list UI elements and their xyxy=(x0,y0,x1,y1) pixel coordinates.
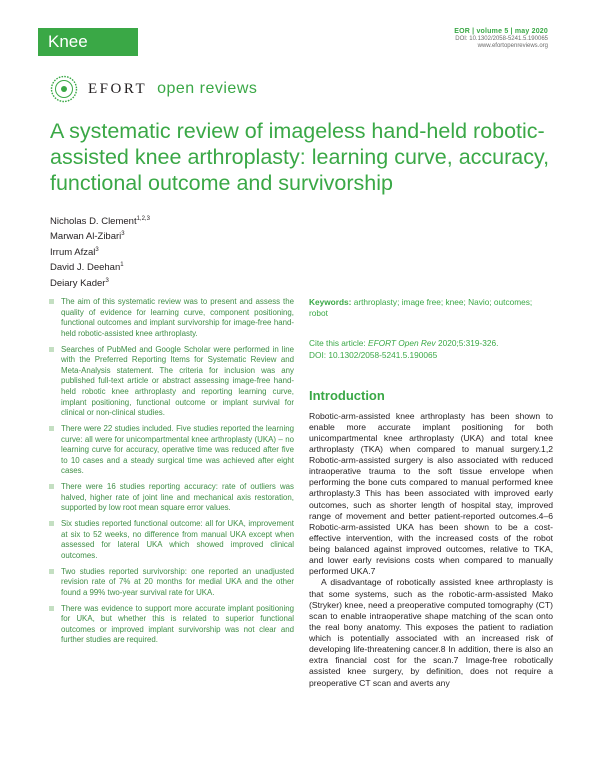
summary-bullet-list xyxy=(48,297,294,651)
logo-efort-text: EFORT xyxy=(88,80,148,97)
journal-meta xyxy=(454,28,548,49)
bullet-square-icon xyxy=(49,569,54,574)
bullet-square-icon xyxy=(49,347,54,352)
summary-bullet: There was evidence to support more accurate implant positioning for UKA, but whether this is related to superior functional outcomes or improved implant survivorship was not clear and further studies are required. xyxy=(48,604,294,646)
cite-doi[interactable]: DOI: 10.1302/2058-5241.5.190065 xyxy=(309,349,438,360)
keywords-label: Keywords: xyxy=(309,297,352,307)
bullet-square-icon xyxy=(49,299,54,304)
doi-line: DOI: 10.1302/2058-5241.5.190065 xyxy=(455,36,548,42)
logo-open-reviews-text: open reviews xyxy=(157,80,258,97)
summary-bullet: Searches of PubMed and Google Scholar were performed in line with the Preferred Reporting Items for Systematic Review and Meta-Analysis statement. The criteria for inclusion was any published full-text article or abstract assessing image-free hand-held robotic knee arthroplasty and reporting learning curve, implant positioning, functional outcome or implant survival for clinical or non-clinical studies. xyxy=(48,345,294,419)
author: Irrum Afzal$^3$ xyxy=(50,246,99,259)
author-list xyxy=(50,213,150,290)
efort-seal-icon xyxy=(50,75,78,103)
author: Marwan Al-Zibari$^3$ xyxy=(50,231,125,243)
summary-bullet: There were 16 studies reporting accuracy: rate of outliers was halved, higher rate of joint line and mechanical axis restoration, supported by low root mean square error values. xyxy=(48,482,294,514)
cite-journal: EFORT Open Rev xyxy=(368,337,436,348)
summary-bullet: Two studies reported survivorship: one reported an unadjusted revision rate of 7% at 20 months for medial UKA and the other found a 99% two-year survival rate for UKA. xyxy=(48,567,294,599)
summary-bullet: Six studies reported functional outcome: all for UKA, improvement at six to 52 weeks, no difference from manual UKA except when assessed for lateral UKA which showed improved clinical outcomes. xyxy=(48,519,294,561)
introduction-heading: Introduction xyxy=(309,387,385,403)
keywords xyxy=(309,297,553,319)
right-column xyxy=(309,297,553,689)
bullet-square-icon xyxy=(49,521,54,526)
bullet-square-icon xyxy=(49,484,54,489)
journal-volume-line: EOR | volume 5 | may 2020 xyxy=(454,28,548,35)
article-title: A systematic review of imageless hand-held robotic-assisted knee arthroplasty: learning curve, accuracy, functional outcome and survivorship xyxy=(50,119,550,195)
bullet-square-icon xyxy=(49,426,54,431)
author: David J. Deehan$^1$ xyxy=(50,262,124,274)
author: Nicholas D. Clement$^{1,2,3}$ xyxy=(50,216,150,228)
keywords-text: arthroplasty; image free; knee; Navio; outcomes; robot xyxy=(309,297,533,318)
cite-prefix: Cite this article: xyxy=(309,337,366,348)
bullet-square-icon xyxy=(49,606,54,611)
cite-details: 2020;5:319-326. xyxy=(437,337,499,348)
intro-paragraph: A disadvantage of robotically assisted knee arthroplasty is that some systems, such as the robotic-arm-assisted Mako (Stryker) knee, need a preoperative computed tomography (CT) scan to enable intraoperative shape matching of the scan onto the real bony anatomy. This exposes the patient to radiation which is potentially associated with an increased risk of developing life-threatening cancer.8 In addition, there is also an extra financial cost for the scan.7 Image-free robotically assisted knee surgery, by definition, does not require a preoperative CT scan and averts any xyxy=(309,577,553,688)
journal-logo xyxy=(50,74,257,104)
author: Deiary Kader$^3$ xyxy=(50,277,109,289)
section-tab: Knee xyxy=(38,28,138,56)
intro-paragraph: Robotic-arm-assisted knee arthroplasty has been shown to enable more accurate implant positioning for both unicompartmental knee arthroplasty (UKA) and total knee arthroplasty (TKA) when compared to manual surgery.1,2 Robotic-arm-assisted surgery is also associated with reduced intraoperative trauma to the soft tissue envelope when performing the bone cuts compared to manual performed knee arthroplasty.3 This has been associated with improved early outcomes, such as shorter length of hospital stay, improved range of movement and better patient-reported outcomes.4–6 Robotic-arm-assisted UKA has been shown to be a cost-effective intervention, with the increased costs of the robot being balanced against improved outcomes, relative to TKA, and lower early revisions costs when compared to manually performed UKA.7 xyxy=(309,410,553,577)
website-link[interactable]: www.efortopenreviews.org xyxy=(477,43,548,49)
summary-bullet: The aim of this systematic review was to present and assess the quality of evidence for learning curve, component positioning, functional outcomes and implant survivorship for image-free hand-held robotic-assisted knee arthroplasty. xyxy=(48,297,294,339)
citation xyxy=(309,337,553,361)
summary-bullet: There were 22 studies included. Five studies reported the learning curve: all were for unicompartmental knee arthroplasty (UKA) – no learning curve for accuracy, operative time was reduced after five to 10 cases and a steady surgical time was achieved after eight cases. xyxy=(48,424,294,477)
